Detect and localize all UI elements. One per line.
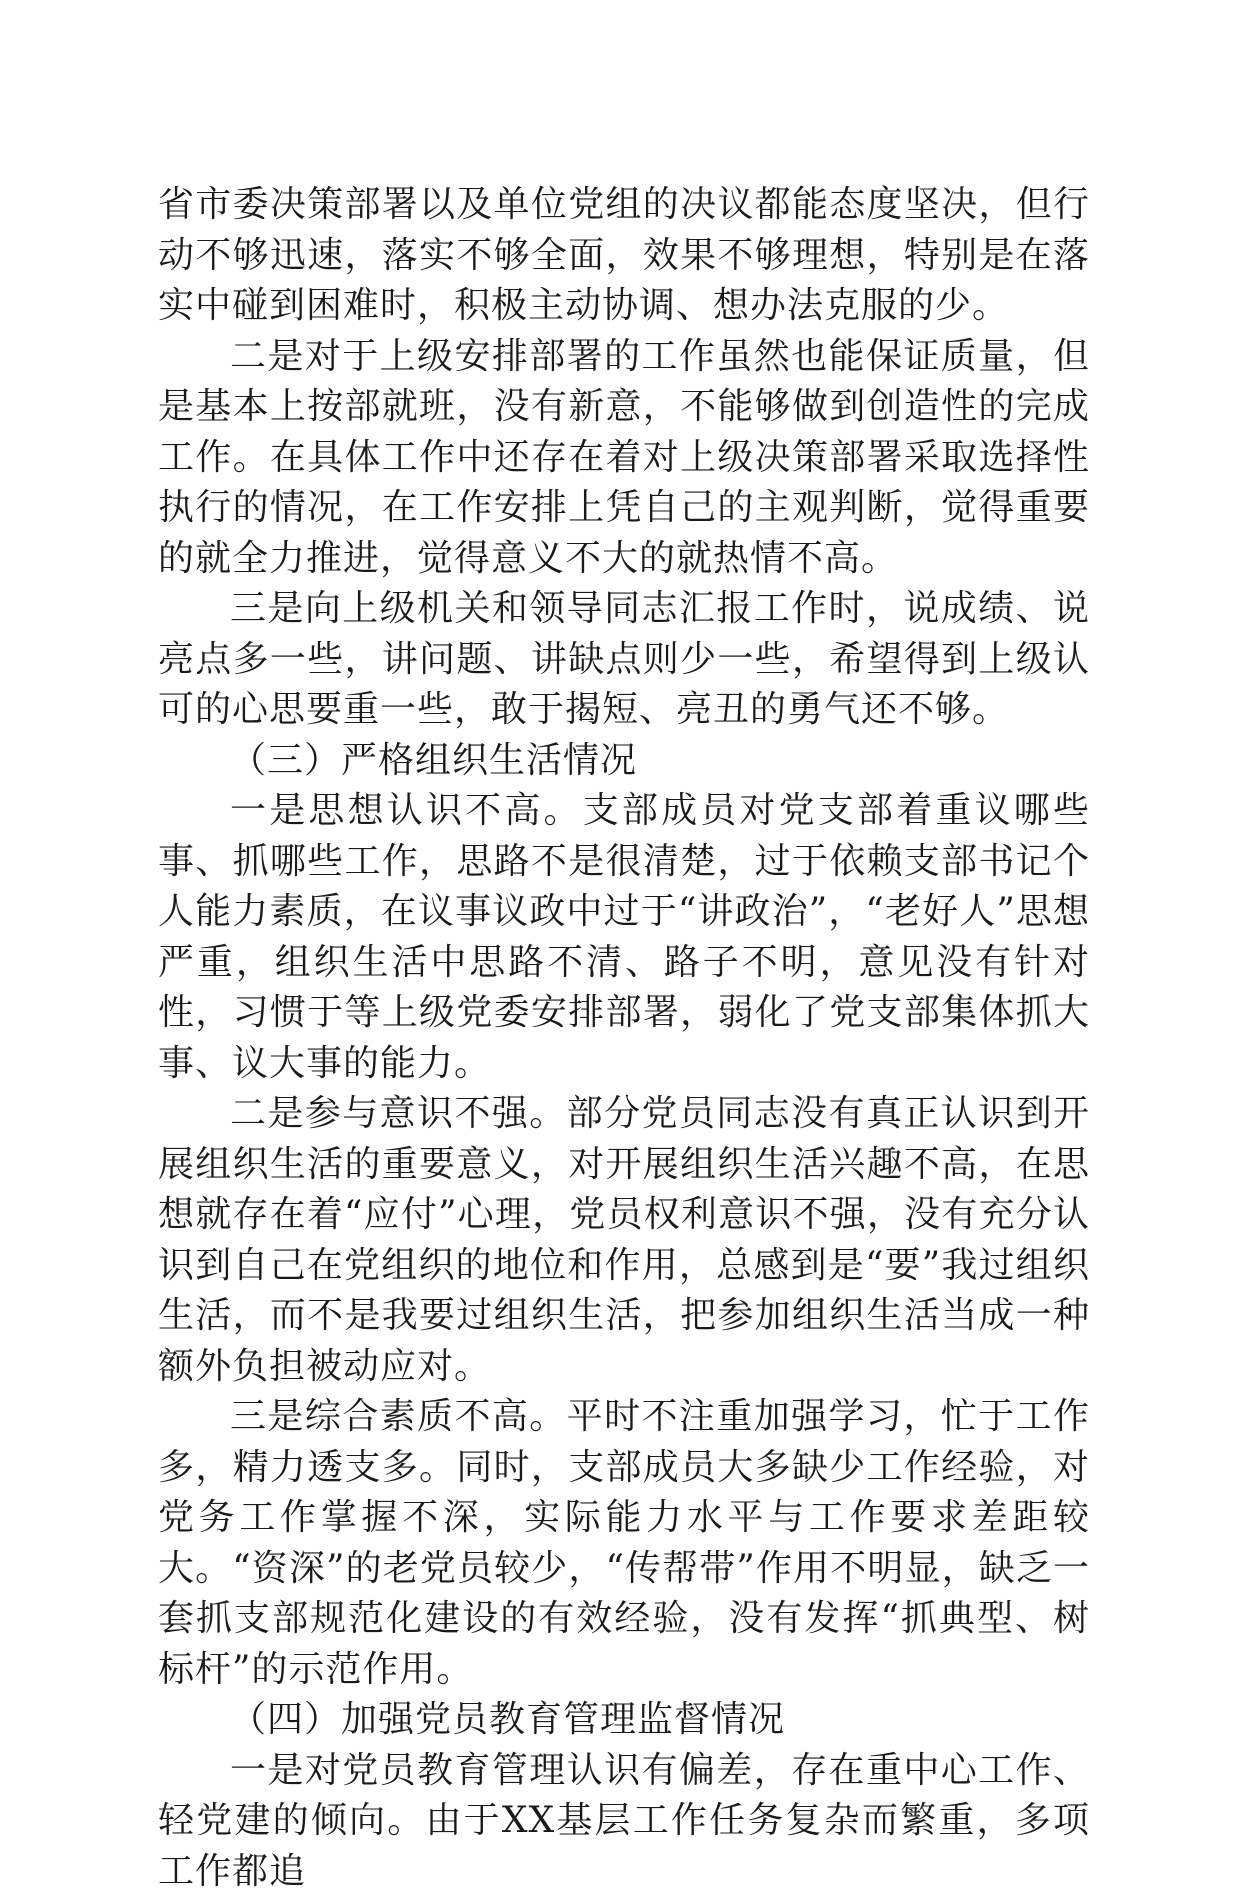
paragraph-education-bias: 一是对党员教育管理认识有偏差，存在重中心工作、轻党建的倾向。由于XX基层工作任务复杂而繁重，多项工作都追 (158, 1746, 1090, 1897)
paragraph-continuation: 省市委决策部署以及单位党组的决议都能态度坚决，但行动不够迅速，落实不够全面，效果不够理想，特别是在落实中碰到困难时，积极主动协调、想办法克服的少。 (158, 180, 1090, 332)
section-heading-organization-life: （三）严格组织生活情况 (158, 736, 1090, 787)
section-heading-member-education: （四）加强党员教育管理监督情况 (158, 1695, 1090, 1746)
paragraph-quality: 三是综合素质不高。平时不注重加强学习，忙于工作多，精力透支多。同时，支部成员大多缺少工作经验，对党务工作掌握不深，实际能力水平与工作要求差距较大。“资深”的老党员较少，“传帮带”作用不明显，缺乏一套抓支部规范化建设的有效经验，没有发挥“抓典型、树标杆”的示范作用。 (158, 1392, 1090, 1695)
document-body (158, 180, 1090, 1897)
paragraph-reporting: 三是向上级机关和领导同志汇报工作时，说成绩、说亮点多一些，讲问题、讲缺点则少一些，希望得到上级认可的心思要重一些，敢于揭短、亮丑的勇气还不够。 (158, 584, 1090, 736)
paragraph-participation: 二是参与意识不强。部分党员同志没有真正认识到开展组织生活的重要意义，对开展组织生活兴趣不高，在思想就存在着“应付”心理，党员权利意识不强，没有充分认识到自己在党组织的地位和作用，总感到是“要”我过组织生活，而不是我要过组织生活，把参加组织生活当成一种额外负担被动应对。 (158, 1089, 1090, 1392)
paragraph-execution-quality: 二是对于上级安排部署的工作虽然也能保证质量，但是基本上按部就班，没有新意，不能够做到创造性的完成工作。在具体工作中还存在着对上级决策部署采取选择性执行的情况，在工作安排上凭自己的主观判断，觉得重要的就全力推进，觉得意义不大的就热情不高。 (158, 332, 1090, 585)
paragraph-awareness: 一是思想认识不高。支部成员对党支部着重议哪些事、抓哪些工作，思路不是很清楚，过于依赖支部书记个人能力素质，在议事议政中过于“讲政治”，“老好人”思想严重，组织生活中思路不清、路子不明，意见没有针对性，习惯于等上级党委安排部署，弱化了党支部集体抓大事、议大事的能力。 (158, 786, 1090, 1089)
